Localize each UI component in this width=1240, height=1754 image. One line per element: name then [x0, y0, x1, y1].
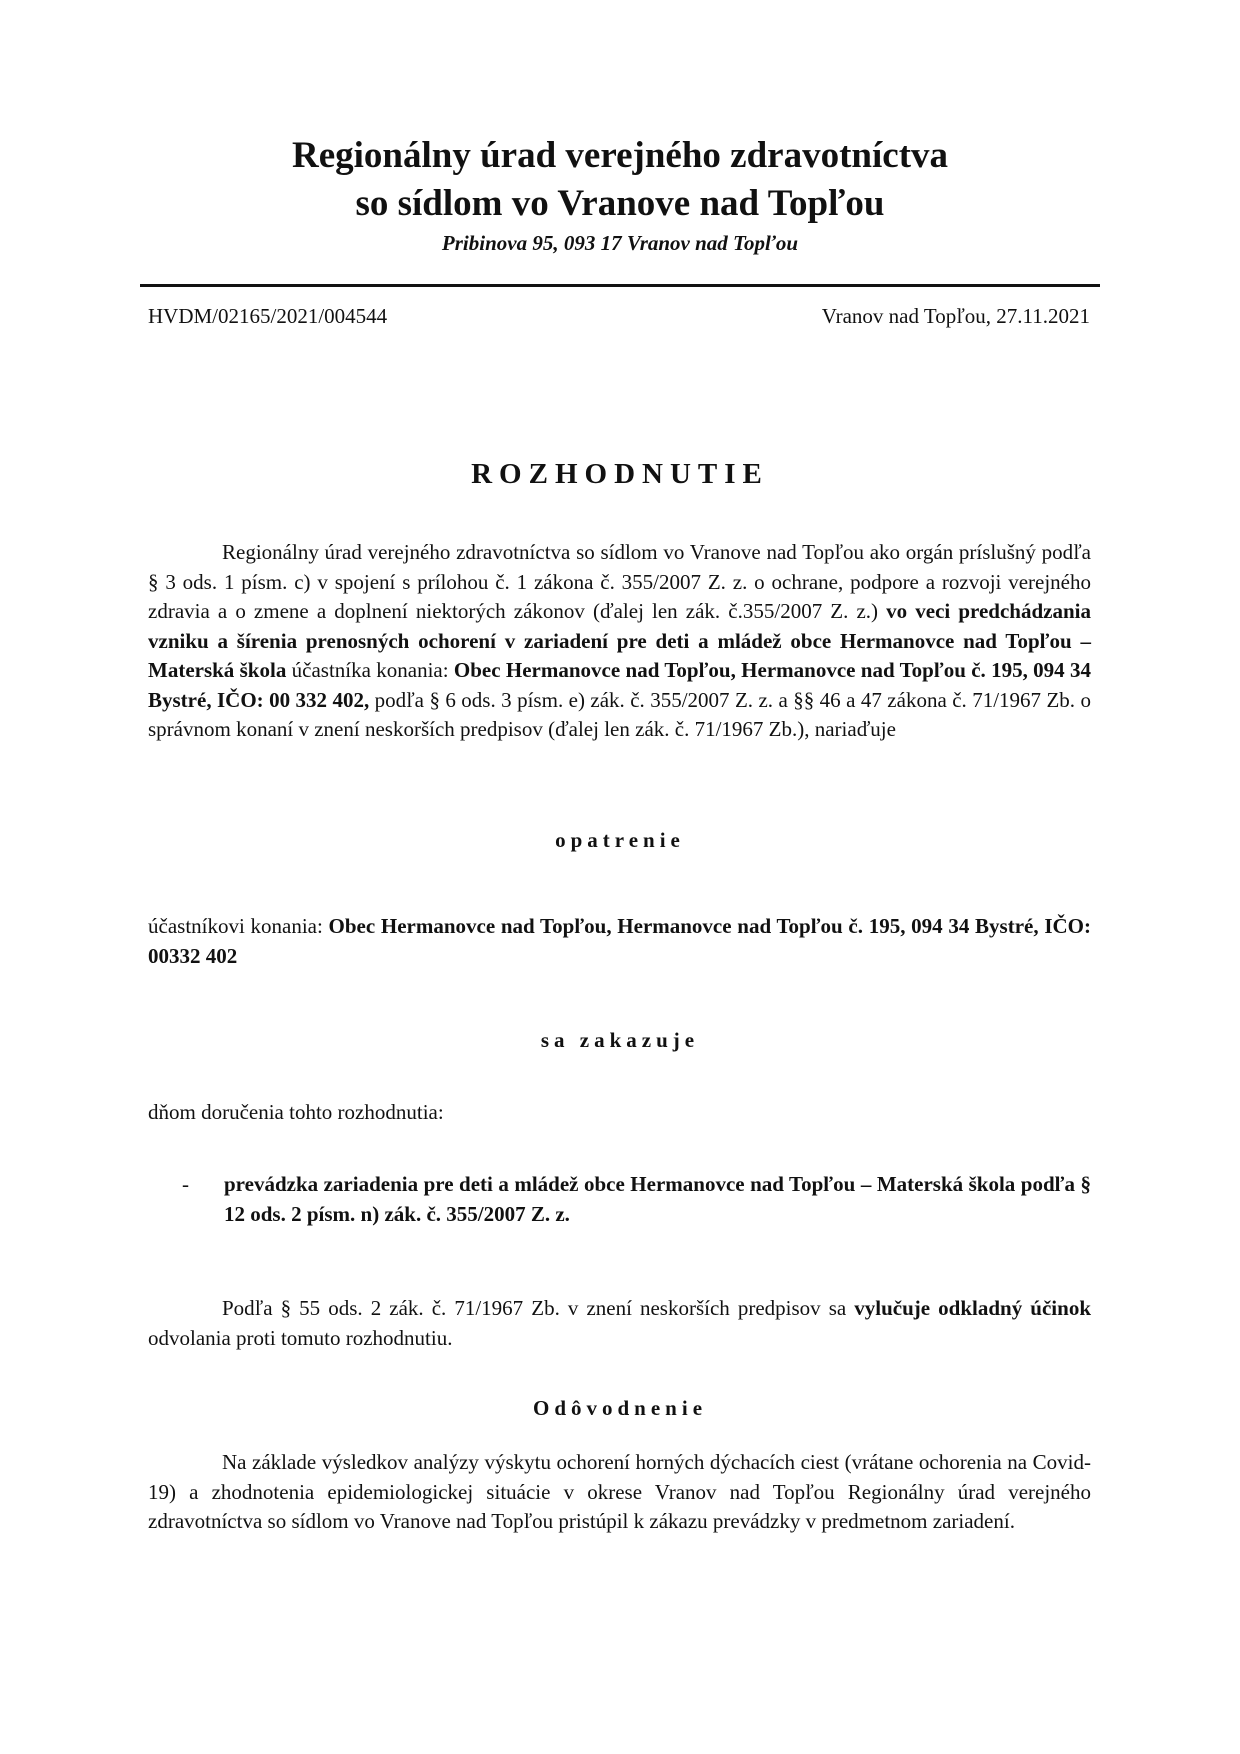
intro-bold-2: Obec Hermanovce nad Topľou, Hermanovce nad Topľou č. 195, 094 34 Bystré, IČO: 00 332 402, — [148, 658, 1091, 712]
participant-paragraph — [148, 912, 1091, 971]
header-divider — [140, 284, 1100, 287]
excluded-text-1: Podľa § 55 ods. 2 zák. č. 71/1967 Zb. v znení neskorších predpisov sa — [222, 1296, 855, 1320]
authority-name-line1: Regionálny úrad verejného zdravotníctva — [291, 135, 949, 176]
ban-item-text: prevádzka zariadenia pre deti a mládež obce Hermanovce nad Topľou – Materská škola podľa § 12 ods. 2 písm. n) zák. č. 355/2007 Z. z. — [224, 1172, 1091, 1226]
reasoning-paragraph: Na základe výsledkov analýzy výskytu ochorení horných dýchacích ciest (vrátane ochorenia na Covid-19) a zhodnotenia epidemiologickej situácie v okrese Vranov nad Topľou Regionálny úrad verejného zdravotníctva so sídlom vo Vranove nad Topľou pristúpil k zákazu prevádzky v predmetnom zariadení. — [148, 1450, 1091, 1533]
place-and-date: Vranov nad Topľou, 27.11.2021 — [821, 304, 1090, 328]
heading-zakazuje: sa zakazuje — [540, 1028, 700, 1052]
intro-text-1: Regionálny úrad verejného zdravotníctva so sídlom vo Vranove nad Topľou ako orgán príslušný podľa § 3 ods. 1 písm. c) v spojení s prílohou č. 1 zákona č. 355/2007 Z. z. o ochrane, podpore a rozvoji verejného zdravia a o zmene a doplnení niektorých zákonov (ďalej len zák. č.355/2007 Z. z.) — [148, 540, 1091, 623]
participant-bold: Obec Hermanovce nad Topľou, Hermanovce nad Topľou č. 195, 094 34 Bystré, IČO: 00332 402 — [148, 914, 1091, 968]
excluded-text-2: odvolania proti tomuto rozhodnutiu. — [148, 1325, 453, 1350]
authority-address: Pribinova 95, 093 17 Vranov nad Topľou — [441, 231, 799, 255]
excluded-effect-paragraph — [148, 1294, 1091, 1353]
ban-item — [182, 1170, 1091, 1229]
intro-text-2: účastníka konania: — [286, 658, 454, 682]
heading-odovodnenie: Odôvodnenie — [532, 1396, 708, 1420]
participant-text: účastníkovi konania: — [148, 914, 329, 938]
intro-text-3: podľa § 6 ods. 3 písm. e) zák. č. 355/2007 Z. z. a §§ 46 a 47 zákona č. 71/1967 Zb. o správnom konaní v znení neskorších predpisov (ďalej len zák. č. 71/1967 Zb.), nariaďuje — [148, 687, 1091, 741]
intro-paragraph — [148, 538, 1091, 745]
from-delivery-text: dňom doručenia tohto rozhodnutia: — [148, 1100, 444, 1124]
intro-bold-1: vo veci predchádzania vzniku a šírenia prenosných ochorení v zariadení pre deti a mládež obce Hermanovce nad Topľou – Materská škola — [148, 599, 1091, 682]
excluded-bold: vylučuje odkladný účinok — [854, 1296, 1091, 1320]
list-dash: - — [182, 1172, 189, 1196]
reference-number: HVDM/02165/2021/004544 — [148, 304, 388, 328]
heading-opatrenie: opatrenie — [555, 828, 685, 852]
authority-name-line2: so sídlom vo Vranove nad Topľou — [355, 183, 885, 224]
document-title: ROZHODNUTIE — [471, 458, 769, 490]
